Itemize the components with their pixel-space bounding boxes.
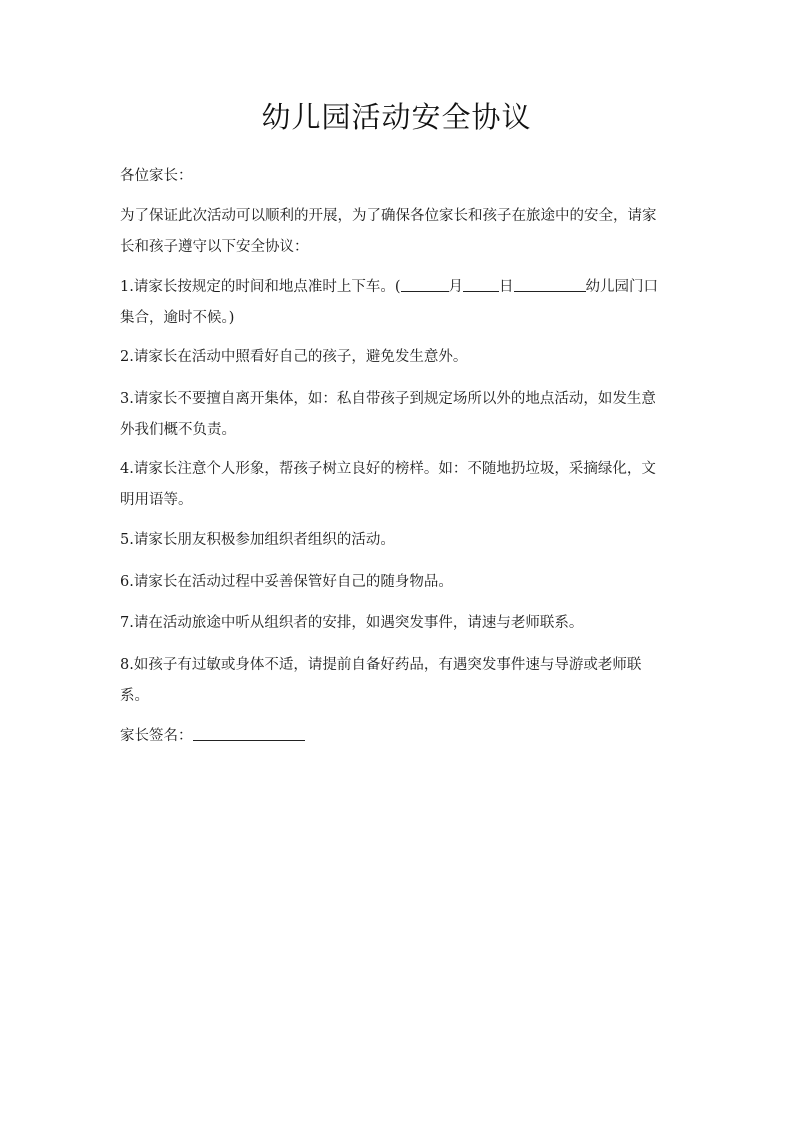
month-label: 月 [448, 279, 463, 295]
intro-line-1: 为了保证此次活动可以顺利的开展，为了确保各位家长和孩子在旅途中的安全，请家 [120, 208, 657, 224]
item-5-text: 5.请家长朋友积极参加组织者组织的活动。 [120, 532, 395, 548]
agreement-item-4 [120, 454, 680, 516]
intro-paragraph [120, 201, 680, 263]
item-1-line-1 [120, 272, 680, 303]
agreement-item-1 [120, 272, 680, 334]
agreement-item-2 [120, 342, 680, 373]
day-label: 日 [499, 279, 514, 295]
item-3-line-2: 外我们概不负责。 [120, 422, 236, 438]
item-8-line-1: 8.如孩子有过敏或身体不适，请提前自备好药品，有遇突发事件速与导游或老师联 [120, 657, 642, 673]
item-1-text-b: 幼儿园门口 [585, 279, 658, 295]
item-1-text-a: 1.请家长按规定的时间和地点准时上下车。( [120, 279, 401, 295]
signature-label: 家长签名： [120, 728, 193, 744]
item-4-line-1: 4.请家长注意个人形象，帮孩子树立良好的榜样。如：不随地扔垃圾，采摘绿化，文 [120, 461, 656, 477]
agreement-item-7 [120, 608, 680, 639]
day-blank [463, 277, 499, 292]
document-title: 幼儿园活动安全协议 [261, 100, 532, 134]
signature-line [120, 721, 680, 752]
agreement-item-5 [120, 525, 680, 556]
intro-line-2: 长和孩子遵守以下安全协议： [120, 239, 309, 255]
agreement-item-3 [120, 384, 680, 446]
salutation-text: 各位家长： [120, 168, 193, 184]
agreement-item-6 [120, 567, 680, 598]
item-1-line-2: 集合，逾时不候。) [120, 310, 235, 326]
item-3-line-1: 3.请家长不要擅自离开集体，如：私自带孩子到规定场所以外的地点活动，如发生意 [120, 391, 656, 407]
signature-blank [193, 726, 305, 741]
item-2-text: 2.请家长在活动中照看好自己的孩子，避免发生意外。 [120, 349, 468, 365]
location-blank [514, 277, 586, 292]
month-blank [401, 277, 449, 292]
item-8-line-2: 系。 [120, 688, 149, 704]
item-6-text: 6.请家长在活动过程中妥善保管好自己的随身物品。 [120, 574, 453, 590]
item-4-line-2: 明用语等。 [120, 492, 193, 508]
agreement-item-8 [120, 650, 680, 712]
item-7-text: 7.请在活动旅途中听从组织者的安排，如遇突发事件，请速与老师联系。 [120, 615, 584, 631]
salutation [120, 161, 680, 192]
signature-section [120, 721, 680, 752]
